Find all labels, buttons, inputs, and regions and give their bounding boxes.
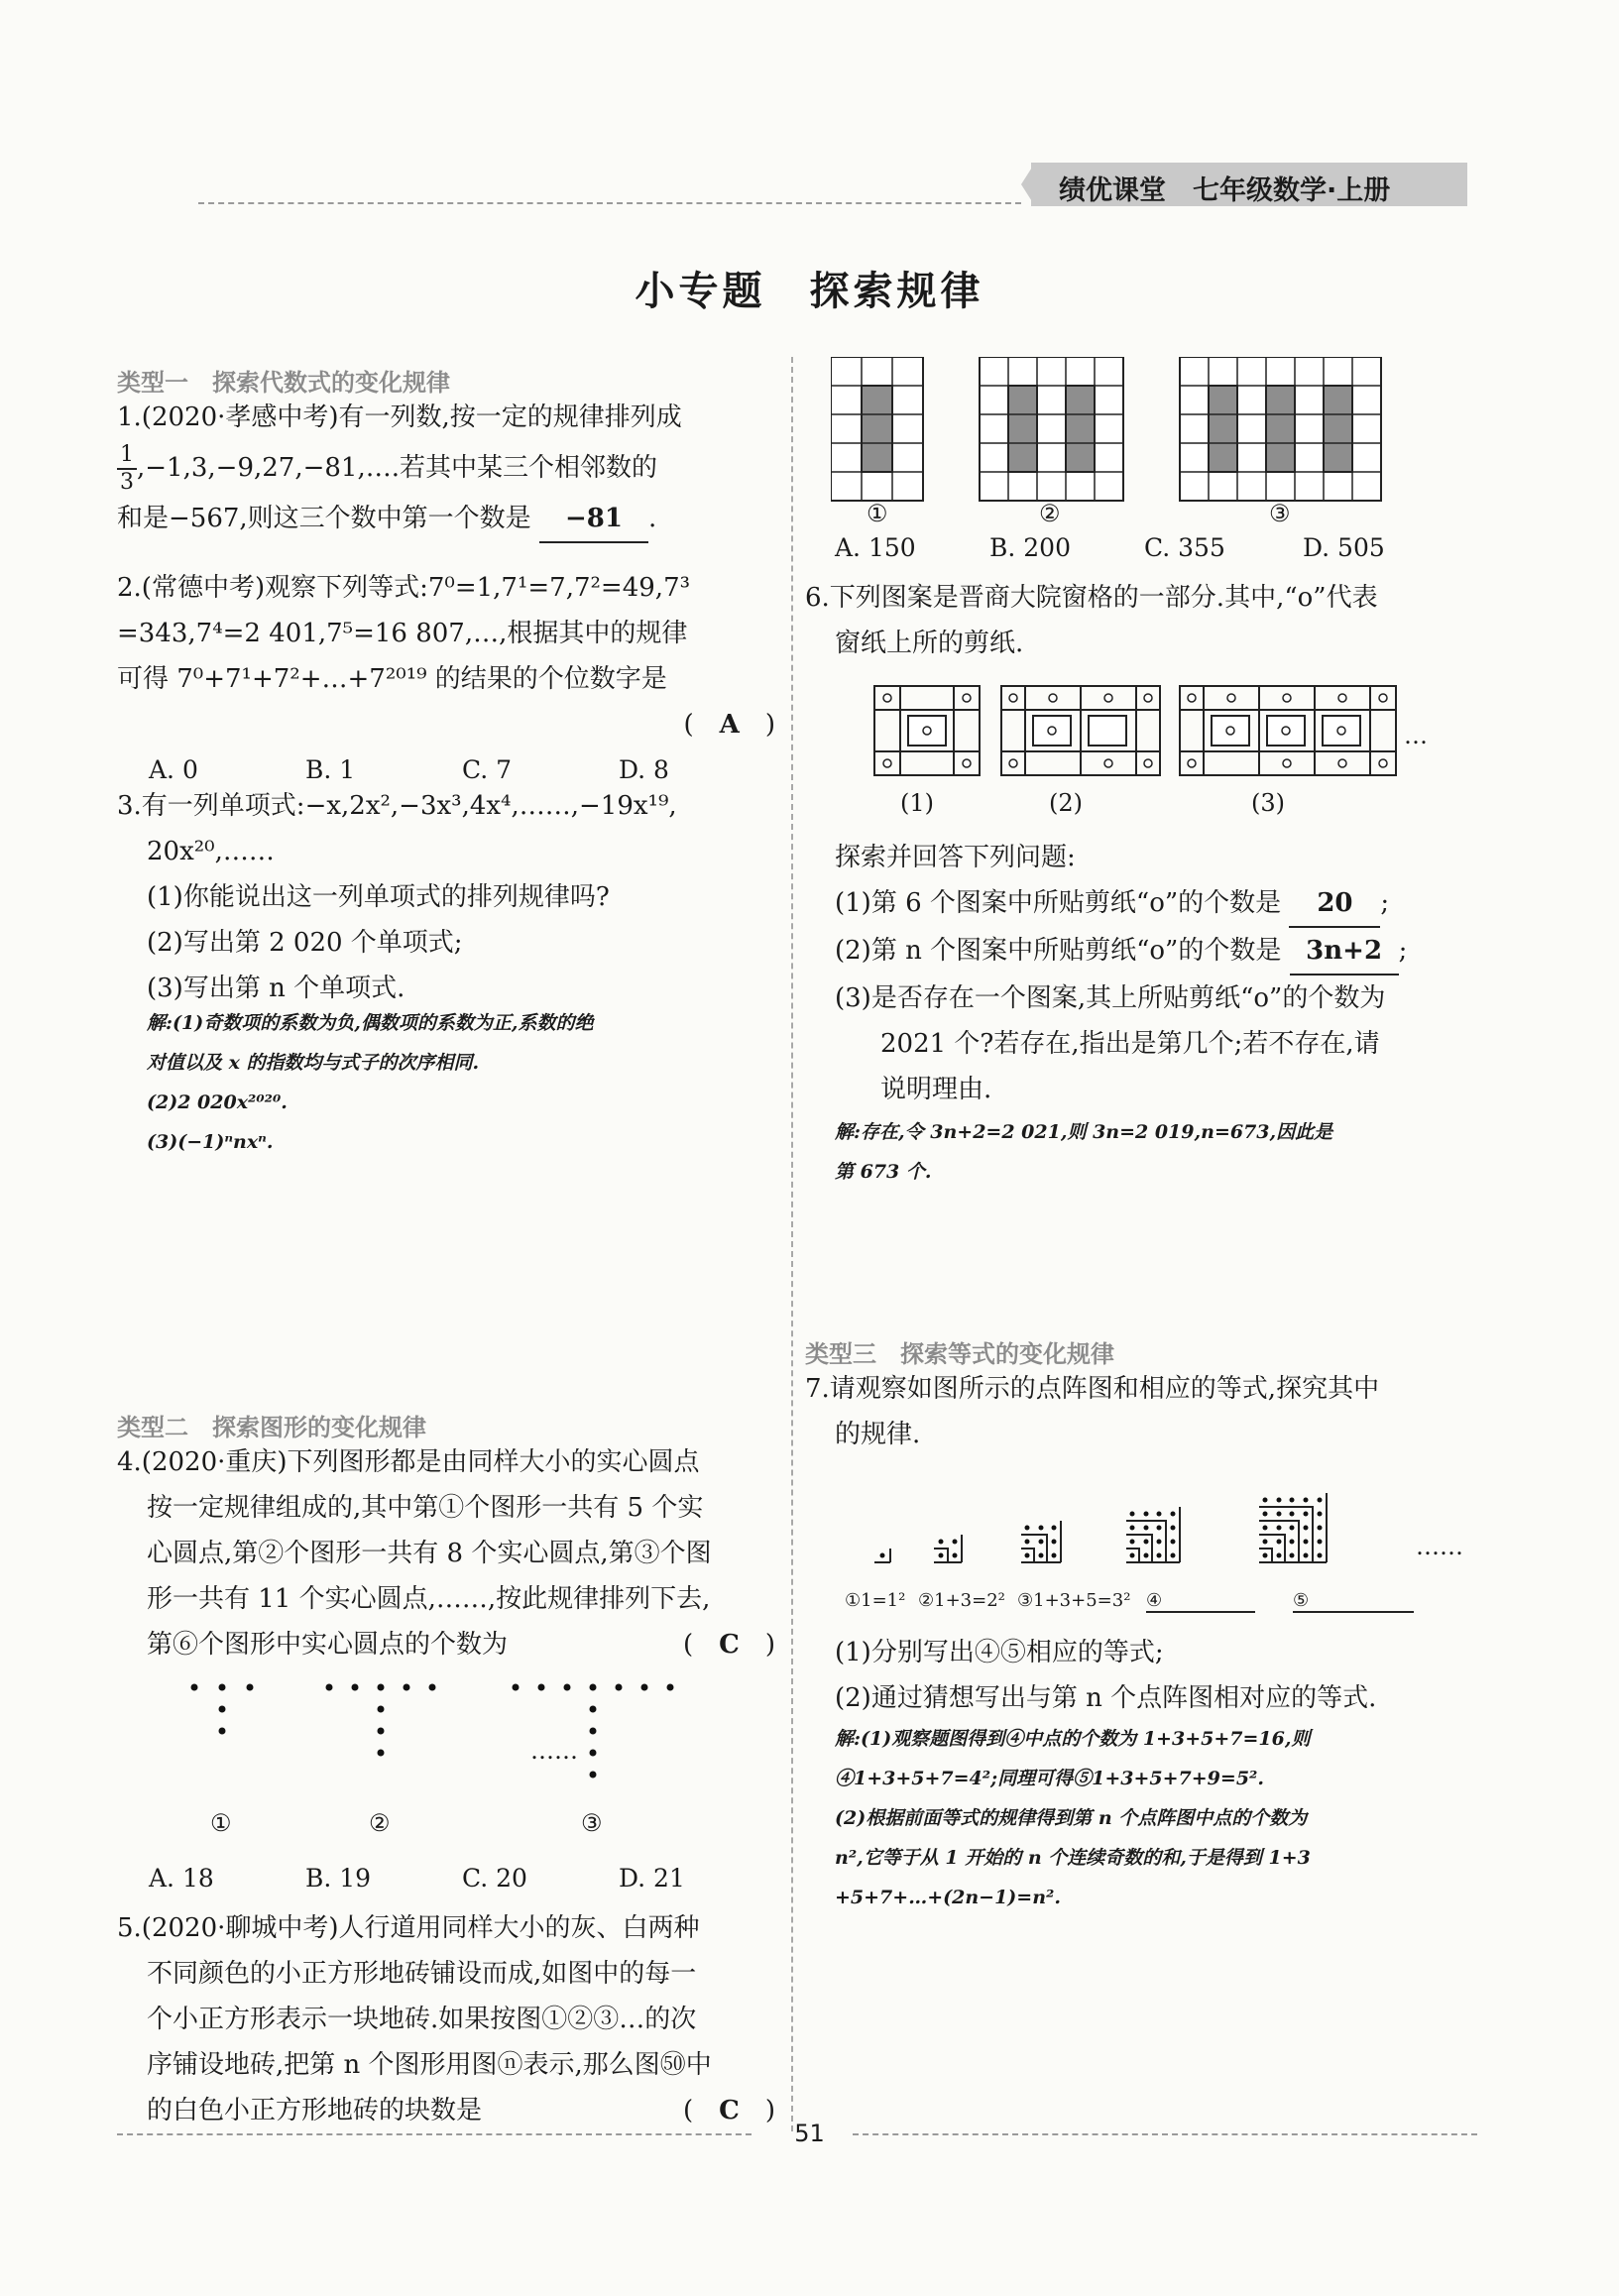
q6-p2-paper-cut — [1144, 759, 1152, 767]
q6-ellipsis: … — [1404, 722, 1428, 749]
q7-fig4-dot — [1171, 1512, 1176, 1517]
q4-fig1-dot — [191, 1684, 198, 1691]
q7-sol4: n²,它等于从 1 开始的 n 个连续奇数的和,于是得到 1+3 — [835, 1847, 1311, 1869]
q3-sub2: (2)写出第 2 020 个单项式; — [147, 928, 463, 958]
q6-p3-paper-cut — [1282, 727, 1290, 735]
q7-fig3-dot — [1052, 1540, 1057, 1545]
q4-option-a: A. 18 — [149, 1864, 214, 1893]
q7-fig3-dot — [1039, 1526, 1044, 1531]
q4-line5-text: 第⑥个图形中实心圆点的个数为 — [147, 1630, 509, 1660]
question-7 — [805, 1366, 1479, 1457]
section-2-heading: 类型二 探索图形的变化规律 — [117, 1414, 426, 1441]
q4-fig2-dot — [378, 1706, 385, 1713]
q7-fig3-dot — [1025, 1540, 1030, 1545]
q7-fig5-dot — [1318, 1512, 1323, 1517]
q6-p3-paper-cut — [1226, 727, 1234, 735]
q3-line1: 3.有一列单项式:−x,2x²,−3x³,4x⁴,……,−19x¹⁹, — [117, 791, 677, 821]
q5-line3: 个小正方形表示一块地砖.如果按图①②③…的次 — [147, 2005, 697, 2034]
q4-fig3-dot — [590, 1772, 597, 1779]
q7-fig3-dot — [1039, 1540, 1044, 1545]
q5-label-1: ① — [867, 500, 888, 527]
q5-tile-figures — [831, 357, 1406, 506]
q6-intro: 探索并回答下列问题: — [835, 843, 1076, 872]
q4-fig3-dot — [616, 1684, 623, 1691]
q7-sub1: (1)分别写出④⑤相应的等式; — [835, 1638, 1164, 1667]
q7-fig5-dot — [1277, 1526, 1282, 1531]
q4-fig3-dot — [590, 1684, 597, 1691]
section-1-heading: 类型一 探索代数式的变化规律 — [117, 369, 450, 397]
q7-solution — [835, 1719, 1479, 1917]
q7-fig5-dot — [1304, 1512, 1309, 1517]
q4-answer-bracket: ( C ) — [682, 1630, 775, 1660]
q7-line2: 的规律. — [835, 1420, 921, 1449]
q5-line1: 5.(2020·聊城中考)人行道用同样大小的灰、白两种 — [117, 1913, 700, 1943]
q7-fig3-dot — [1039, 1553, 1044, 1558]
page-number: 51 — [794, 2120, 825, 2147]
q3-line2: 20x²⁰,…… — [147, 837, 275, 866]
question-2 — [117, 565, 781, 793]
q2-line1: 2.(常德中考)观察下列等式:7⁰=1,7¹=7,7²=49,7³ — [117, 573, 691, 603]
q6-p2-paper-cut — [1048, 727, 1056, 735]
q6-p3-paper-cut — [1283, 759, 1291, 767]
q4-fig2-dot — [429, 1684, 436, 1691]
q6-label-2: (2) — [1049, 789, 1083, 817]
q4-line5 — [117, 1622, 781, 1667]
q5-option-d: D. 505 — [1303, 533, 1385, 562]
q7-dot-lattice — [853, 1465, 1408, 1584]
q6-answer-2: 3n+2 — [1290, 928, 1399, 976]
q6-label-3: (3) — [1251, 789, 1285, 817]
q6-p2-paper-cut — [1104, 694, 1112, 702]
q7-fig5-dot — [1290, 1498, 1295, 1503]
q6-p3-paper-cut — [1188, 694, 1196, 702]
q6-line1: 6.下列图案是晋商大院窗格的一部分.其中,“o”代表 — [805, 583, 1378, 613]
q7-fig4-dot — [1171, 1540, 1176, 1545]
q2-line3: 可得 7⁰+7¹+7²+…+7²⁰¹⁹ 的结果的个位数字是 — [117, 664, 667, 694]
q7-fig4-dot — [1130, 1512, 1135, 1517]
q4-fig2-dot — [378, 1728, 385, 1735]
q4-fig1-dot — [219, 1728, 226, 1735]
q4-options — [149, 1864, 775, 1893]
q6-p1-paper-cut — [883, 694, 891, 702]
q4-fig2-dot — [378, 1750, 385, 1757]
q4-fig3-dot — [641, 1684, 648, 1691]
q7-fig4-dot — [1157, 1512, 1162, 1517]
q6-p3-paper-cut — [1283, 694, 1291, 702]
q7-fig4-dot — [1157, 1540, 1162, 1545]
q7-questions — [835, 1630, 1479, 1721]
q4-fig3-dot — [538, 1684, 545, 1691]
q7-fig1-dot — [880, 1553, 885, 1558]
q4-fig1-dot — [247, 1684, 254, 1691]
q4-option-d: D. 21 — [619, 1864, 685, 1893]
q6-sub3b: 2021 个?若存在,指出是第几个;若不存在,请 — [880, 1029, 1380, 1059]
q1-fraction — [117, 442, 137, 496]
q7-fig2-dot — [939, 1553, 944, 1558]
column-divider — [791, 357, 793, 2131]
q5-option-b: B. 200 — [989, 533, 1071, 562]
q7-fig5-dot — [1318, 1553, 1323, 1558]
q7-label-3: ③1+3+5=3² — [1017, 1590, 1131, 1611]
q6-p1-paper-cut — [963, 759, 971, 767]
q5-option-a: A. 150 — [835, 533, 916, 562]
header-rule — [198, 202, 1021, 204]
q7-fig4-dot — [1144, 1540, 1149, 1545]
q7-fig2-dot — [953, 1553, 958, 1558]
q7-fig3-dot — [1025, 1553, 1030, 1558]
q7-fig5-dot — [1263, 1498, 1268, 1503]
header-brand: 绩优课堂 — [1059, 175, 1166, 206]
q7-fig5-dot — [1318, 1540, 1323, 1545]
page-title: 小专题 探索规律 — [635, 269, 984, 314]
header-book: 七年级数学·上册 — [1193, 175, 1391, 206]
q7-fig5-dot — [1277, 1512, 1282, 1517]
q7-fig4-dot — [1144, 1553, 1149, 1558]
q7-fig5-dot — [1277, 1540, 1282, 1545]
q6-p2-center-box — [1089, 716, 1126, 746]
q6-p1-paper-cut — [963, 694, 971, 702]
section-3-heading: 类型三 探索等式的变化规律 — [805, 1340, 1114, 1368]
q7-fig4-dot — [1157, 1526, 1162, 1531]
q7-label-2: ②1+3=2² — [918, 1590, 1005, 1611]
q7-fig5-dot — [1304, 1553, 1309, 1558]
q4-line3: 心圆点,第②个图形一共有 8 个实心圆点,第③个图 — [147, 1539, 712, 1568]
question-6 — [805, 575, 1479, 666]
question-5 — [117, 1905, 781, 2133]
q7-fig5-dot — [1290, 1540, 1295, 1545]
q7-fig4-dot — [1157, 1553, 1162, 1558]
q5-fig2-gray-column — [1066, 386, 1095, 472]
q5-answer-bracket: ( C ) — [682, 2096, 775, 2125]
q7-fig2-dot — [939, 1540, 944, 1545]
q4-line1: 4.(2020·重庆)下列图形都是由同样大小的实心圆点 — [117, 1447, 700, 1477]
q7-fig4-dot — [1171, 1526, 1176, 1531]
q2-option-a: A. 0 — [149, 755, 198, 784]
q2-answer-bracket: ( A ) — [683, 710, 775, 740]
q6-p1-paper-cut — [883, 759, 891, 767]
q4-option-c: C. 20 — [462, 1864, 527, 1893]
q1-line2-text: ,−1,3,−9,27,−81,….若其中某三个相邻数的 — [137, 453, 658, 483]
q7-fig5-dot — [1263, 1512, 1268, 1517]
q7-fig4-dot — [1171, 1553, 1176, 1558]
q2-line2: =343,7⁴=2 401,7⁵=16 807,…,根据其中的规律 — [117, 619, 688, 648]
q5-answer: C — [719, 2096, 740, 2125]
q7-fig3-dot — [1025, 1526, 1030, 1531]
q4-fig1-dot — [219, 1706, 226, 1713]
q2-answer: A — [719, 710, 740, 740]
q6-sub3a: (3)是否存在一个图案,其上所贴剪纸“o”的个数为 — [835, 983, 1386, 1013]
q7-fig4-dot — [1144, 1512, 1149, 1517]
q6-p3-paper-cut — [1227, 694, 1235, 702]
q6-p3-paper-cut — [1188, 759, 1196, 767]
q3-sol3: (2)2 020x²⁰²⁰. — [147, 1091, 288, 1113]
q6-sol1: 解:存在,令 3n+2=2 021,则 3n=2 019,n=673,因此是 — [835, 1121, 1333, 1143]
q7-label-5: ⑤ — [1293, 1590, 1414, 1613]
q7-ellipsis: …… — [1416, 1533, 1463, 1560]
q6-p3-paper-cut — [1338, 759, 1346, 767]
q6-p2-paper-cut — [1049, 694, 1057, 702]
q7-sol5: +5+7+…+(2n−1)=n². — [835, 1887, 1061, 1908]
q7-fig5-dot — [1318, 1526, 1323, 1531]
q7-label-4: ④ — [1146, 1590, 1255, 1613]
q3-solution — [147, 1003, 791, 1162]
q6-sub2: (2)第 n 个图案中所贴剪纸“o”的个数是 3n+2 ; — [835, 928, 1479, 976]
q5-fig3-gray-column — [1266, 386, 1295, 472]
q4-fig2-dot — [352, 1684, 359, 1691]
q5-line4: 序铺设地砖,把第 n 个图形用图ⓝ表示,那么图㊿中 — [147, 2050, 712, 2080]
q6-p3-paper-cut — [1379, 759, 1387, 767]
q5-label-2: ② — [1039, 500, 1061, 527]
q7-fig5-dot — [1290, 1512, 1295, 1517]
q6-sub1-text: (1)第 6 个图案中所贴剪纸“o”的个数是 — [835, 888, 1282, 918]
q1-line3-text: 和是−567,则这三个数中第一个数是 — [117, 504, 531, 533]
q5-label-3: ③ — [1269, 500, 1291, 527]
q1-line2 — [117, 440, 781, 496]
q7-line1: 7.请观察如图所示的点阵图和相应的等式,探究其中 — [805, 1374, 1380, 1404]
q7-fig4-dot — [1130, 1553, 1135, 1558]
q6-sub1: (1)第 6 个图案中所贴剪纸“o”的个数是 20 ; — [835, 880, 1479, 928]
q7-fig3-dot — [1052, 1526, 1057, 1531]
q6-p2-paper-cut — [1009, 694, 1017, 702]
q4-option-b: B. 19 — [305, 1864, 372, 1893]
q7-fig2-dot — [953, 1540, 958, 1545]
q6-questions — [835, 835, 1479, 1112]
q4-dot-figures — [149, 1665, 763, 1844]
q1-frac-den: 3 — [120, 470, 134, 495]
q1-frac-num: 1 — [117, 442, 137, 470]
question-3 — [117, 783, 781, 1011]
q4-fig3-dot — [513, 1684, 520, 1691]
q6-p1-paper-cut — [923, 727, 931, 735]
header-text — [1059, 169, 1390, 207]
q1-answer: −81 — [539, 496, 648, 543]
question-1 — [117, 395, 781, 543]
q6-sub2-text: (2)第 n 个图案中所贴剪纸“o”的个数是 — [835, 936, 1282, 966]
q5-fig3-gray-column — [1209, 386, 1237, 472]
q7-sol3: (2)根据前面等式的规律得到第 n 个点阵图中点的个数为 — [835, 1807, 1308, 1829]
q7-fig5-dot — [1263, 1526, 1268, 1531]
q4-ellipsis: …… — [530, 1737, 578, 1765]
q7-fig5-dot — [1290, 1553, 1295, 1558]
q4-fig3-dot — [590, 1750, 597, 1757]
q4-fig2-dot — [326, 1684, 333, 1691]
q4-label-3: ③ — [581, 1809, 603, 1837]
q7-fig5-dot — [1277, 1498, 1282, 1503]
q5-line5-text: 的白色小正方形地砖的块数是 — [147, 2096, 483, 2125]
q7-fig3-dot — [1052, 1553, 1057, 1558]
q4-fig3-dot — [564, 1684, 571, 1691]
q7-fig5-dot — [1263, 1540, 1268, 1545]
q6-p3-paper-cut — [1338, 694, 1346, 702]
q7-fig5-dot — [1304, 1526, 1309, 1531]
q6-line2: 窗纸上所的剪纸. — [835, 629, 1024, 658]
q6-answer-1: 20 — [1289, 880, 1380, 928]
q6-label-1: (1) — [900, 789, 934, 817]
q7-sub2: (2)通过猜想写出与第 n 个点阵图相对应的等式. — [835, 1683, 1377, 1713]
q7-fig4-dot — [1130, 1540, 1135, 1545]
q5-fig3-gray-column — [1324, 386, 1352, 472]
q4-fig1-dot — [219, 1684, 226, 1691]
q1-end: . — [647, 504, 657, 533]
q7-label-1: ①1=1² — [845, 1590, 906, 1611]
q4-label-1: ① — [210, 1809, 232, 1837]
q2-option-c: C. 7 — [462, 755, 513, 784]
q3-sol2: 对值以及 x 的指数均与式子的次序相同. — [147, 1052, 480, 1074]
q7-fig5-dot — [1263, 1553, 1268, 1558]
q4-fig2-dot — [404, 1684, 410, 1691]
q7-fig5-dot — [1290, 1526, 1295, 1531]
q7-fig4-dot — [1130, 1526, 1135, 1531]
q1-line1: 1.(2020·孝感中考)有一列数,按一定的规律排列成 — [117, 402, 682, 432]
q7-fig5-dot — [1277, 1553, 1282, 1558]
q5-fig1-gray-column — [862, 386, 892, 472]
q5-line2: 不同颜色的小正方形地砖铺设而成,如图中的每一 — [147, 1959, 697, 1989]
question-4 — [117, 1439, 781, 1667]
q3-sol1: 解:(1)奇数项的系数为负,偶数项的系数为正,系数的绝 — [147, 1012, 594, 1034]
q6-p2-paper-cut — [1104, 759, 1112, 767]
q7-fig5-dot — [1304, 1498, 1309, 1503]
q2-option-d: D. 8 — [619, 755, 669, 784]
q6-solution — [835, 1112, 1479, 1192]
q4-fig3-dot — [590, 1728, 597, 1735]
q4-fig3-dot — [667, 1684, 674, 1691]
q6-window-patterns — [863, 682, 1418, 791]
q7-fig5-dot — [1318, 1498, 1323, 1503]
q7-sol1: 解:(1)观察题图得到④中点的个数为 1+3+5+7=16,则 — [835, 1728, 1311, 1750]
q2-option-b: B. 1 — [305, 755, 356, 784]
q4-fig3-dot — [590, 1706, 597, 1713]
q6-sol2: 第 673 个. — [835, 1161, 932, 1183]
q6-p3-paper-cut — [1379, 694, 1387, 702]
q5-fig2-gray-column — [1008, 386, 1037, 472]
q5-option-c: C. 355 — [1144, 533, 1225, 562]
q6-p2-paper-cut — [1009, 759, 1017, 767]
q7-fig5-dot — [1304, 1540, 1309, 1545]
q7-fig4-dot — [1144, 1526, 1149, 1531]
q5-fig2-frame — [980, 357, 1123, 501]
footer-rule-right — [853, 2133, 1477, 2135]
q4-line4: 形一共有 11 个实心圆点,……,按此规律排列下去, — [147, 1584, 711, 1614]
q6-sub3c: 说明理由. — [880, 1075, 992, 1104]
q3-sub3: (3)写出第 n 个单项式. — [147, 974, 405, 1003]
q4-line2: 按一定规律组成的,其中第①个图形一共有 5 个实 — [147, 1493, 704, 1523]
q4-label-2: ② — [369, 1809, 391, 1837]
q3-sub1: (1)你能说出这一列单项式的排列规律吗? — [147, 882, 610, 912]
q7-sol2: ④1+3+5+7=4²;同理可得⑤1+3+5+7+9=5². — [835, 1768, 1264, 1789]
q1-line3 — [117, 496, 781, 543]
q5-options — [835, 533, 1457, 562]
q6-p2-paper-cut — [1144, 694, 1152, 702]
q3-sol4: (3)(−1)ⁿnxⁿ. — [147, 1131, 274, 1153]
q4-answer: C — [719, 1630, 740, 1660]
q6-p3-paper-cut — [1337, 727, 1345, 735]
q4-fig2-dot — [378, 1684, 385, 1691]
